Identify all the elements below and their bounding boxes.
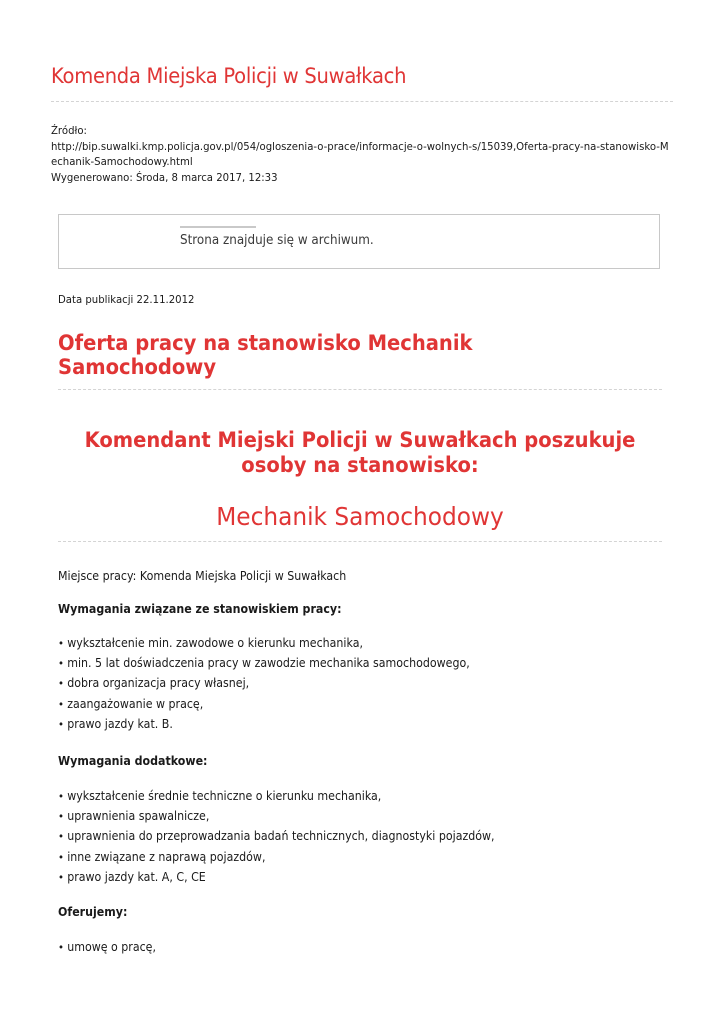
article-title: Oferta pracy na stanowisko Mechanik Samochodowy [58,331,473,379]
bullet-icon: • [58,677,64,691]
bullet-icon: • [58,941,64,954]
list-item: • wykształcenie min. zawodowe o kierunku mechanika, [58,633,470,653]
list-item: • uprawnienia spawalnicze, [58,806,495,826]
offer-list [58,937,156,957]
requirements-list [58,633,470,734]
additional-heading: Wymagania dodatkowe: [58,754,208,768]
list-item: • wykształcenie średnie techniczne o kierunku mechanika, [58,786,495,806]
bullet-icon: • [58,637,64,650]
bullet-icon: • [58,810,64,824]
document-meta [51,123,669,185]
bullet-icon: • [58,850,64,864]
requirements-heading: Wymagania związane ze stanowiskiem pracy: [58,602,342,616]
list-item: • prawo jazdy kat. A, C, CE [58,867,495,887]
title-divider [51,101,673,102]
list-item: • prawo jazdy kat. B. [58,714,470,734]
bullet-icon: • [58,657,64,671]
position-divider [58,541,662,542]
archive-notice-bar [180,226,256,228]
archive-notice-box [58,214,660,269]
publication-date: Data publikacji 22.11.2012 [58,293,195,306]
list-item: • min. 5 lat doświadczenia pracy w zawodzie mechanika samochodowego, [58,653,470,673]
archive-notice: Strona znajduje się w archiwum. [180,233,374,248]
source-url[interactable]: http://bip.suwalki.kmp.policja.gov.pl/054/ogloszenia-o-prace/informacje-o-wolnych-s/15039,Oferta-pracy-na-stanowisko-Mechanik-Samochodowy.html [51,139,669,168]
generated-date: Wygenerowano: Środa, 8 marca 2017, 12:33 [51,170,278,184]
article-title-divider [58,389,662,390]
site-title: Komenda Miejska Policji w Suwałkach [51,64,407,88]
list-item: • uprawnienia do przeprowadzania badań technicznych, diagnostyki pojazdów, [58,826,495,846]
workplace: Miejsce pracy: Komenda Miejska Policji w Suwałkach [58,569,347,583]
position-name: Mechanik Samochodowy [216,502,504,531]
bullet-icon: • [58,790,64,803]
bullet-icon: • [58,717,64,731]
additional-list [58,786,495,887]
bullet-icon: • [58,870,64,884]
offer-heading: Oferujemy: [58,905,128,919]
source-label: Źródło: [51,124,87,137]
list-item: • zaangażowanie w pracę, [58,694,470,714]
bullet-icon: • [58,697,64,711]
bullet-icon: • [58,830,64,844]
list-item: • inne związane z naprawą pojazdów, [58,847,495,867]
lead-heading: Komendant Miejski Policji w Suwałkach poszukuje osoby na stanowisko: [84,428,636,477]
list-item: • umowę o pracę, [58,937,156,957]
list-item: • dobra organizacja pracy własnej, [58,673,470,693]
